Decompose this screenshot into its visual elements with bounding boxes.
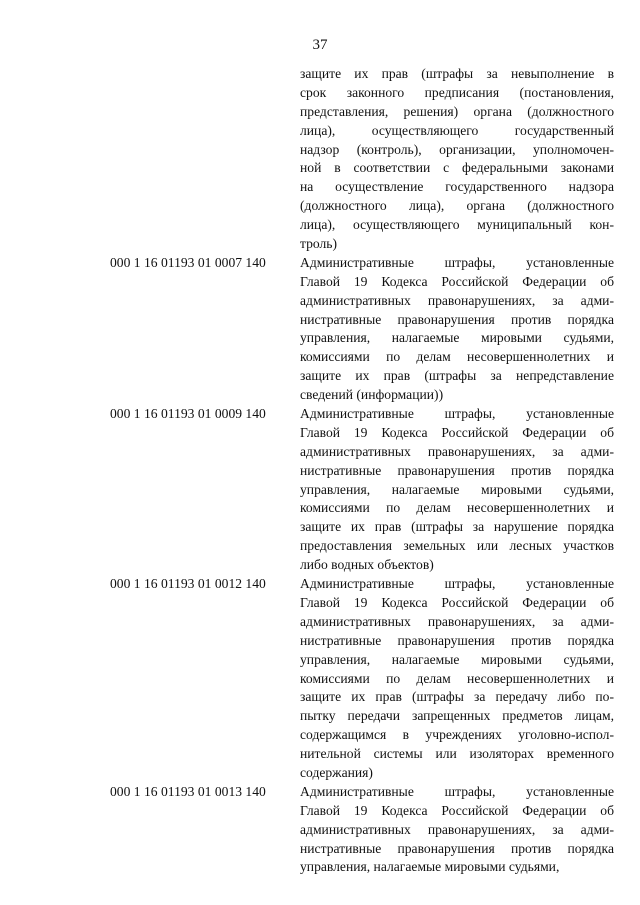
income-description [300, 575, 614, 783]
description-line: комиссиями по делам несовершеннолетних и [300, 500, 614, 516]
table-row [0, 254, 640, 405]
description-line: защите их прав (штрафы за непредставление [300, 368, 614, 384]
description-line: на осуществление государственного надзора [300, 179, 614, 195]
table-row [0, 65, 640, 254]
income-description [300, 65, 614, 254]
description-line: административных правонарушениях, за адми- [300, 821, 614, 837]
page-number: 37 [312, 37, 328, 53]
income-description [300, 783, 614, 877]
description-line: административных правонарушениях, за адми- [300, 443, 614, 459]
description-line: ной в соответствии с федеральными законами [300, 160, 614, 176]
description-line: Административные штрафы, установленные [300, 406, 614, 422]
income-description [300, 405, 614, 575]
description-line: предоставления земельных или лесных участков [300, 538, 614, 554]
description-line: содержащимся в учреждениях уголовно-испол- [300, 727, 614, 743]
description-line: управления, налагаемые мировыми судьями, [300, 651, 614, 667]
budget-classification-code: 000 1 16 01193 01 0009 140 [110, 406, 266, 422]
description-line: административных правонарушениях, за адми- [300, 613, 614, 629]
income-description [300, 254, 614, 405]
description-line: представления, решения) органа (должностного [300, 103, 614, 119]
description-line: лица), осуществляющего муниципальный кон- [300, 217, 614, 233]
description-line: Административные штрафы, установленные [300, 783, 614, 799]
classification-table [0, 65, 640, 877]
description-line: защите их прав (штрафы за нарушение порядка [300, 519, 614, 535]
description-line: Главой 19 Кодекса Российской Федерации об [300, 273, 614, 289]
description-line: срок законного предписания (постановления, [300, 84, 614, 100]
description-line: (должностного лица), органа (должностного [300, 198, 614, 214]
description-line: либо водных объектов) [300, 557, 434, 573]
description-line: нистративные правонарушения против порядка [300, 632, 614, 648]
description-line: пытку передачи запрещенных предметов лицам, [300, 708, 614, 724]
table-row [0, 405, 640, 575]
description-line: комиссиями по делам несовершеннолетних и [300, 670, 614, 686]
description-line: защите их прав (штрафы за невыполнение в [300, 66, 614, 81]
description-line: нистративные правонарушения против порядка [300, 840, 614, 856]
budget-classification-code: 000 1 16 01193 01 0007 140 [110, 254, 266, 270]
description-line: Главой 19 Кодекса Российской Федерации об [300, 802, 614, 818]
description-line: троль) [300, 236, 338, 252]
table-row [0, 783, 640, 877]
table-row [0, 575, 640, 783]
description-line: комиссиями по делам несовершеннолетних и [300, 349, 614, 365]
description-line: административных правонарушениях, за адми- [300, 292, 614, 308]
description-line: управления, налагаемые мировыми судьями, [300, 859, 560, 875]
description-line: Административные штрафы, установленные [300, 254, 614, 270]
description-line: нистративные правонарушения против порядка [300, 462, 614, 478]
description-line: нительной системы или изоляторах временного [300, 746, 614, 762]
description-line: сведений (информации)) [300, 387, 444, 403]
budget-classification-code: 000 1 16 01193 01 0013 140 [110, 783, 266, 799]
description-line: Административные штрафы, установленные [300, 576, 614, 592]
description-line: защите их прав (штрафы за передачу либо по- [300, 689, 614, 705]
description-line: Главой 19 Кодекса Российской Федерации об [300, 424, 614, 440]
budget-classification-code: 000 1 16 01193 01 0012 140 [110, 576, 266, 592]
description-line: Главой 19 Кодекса Российской Федерации об [300, 594, 614, 610]
description-line: управления, налагаемые мировыми судьями, [300, 481, 614, 497]
description-line: нистративные правонарушения против порядка [300, 311, 614, 327]
description-line: содержания) [300, 764, 373, 780]
description-line: надзор (контроль), организации, уполномочен- [300, 141, 614, 157]
description-line: управления, налагаемые мировыми судьями, [300, 330, 614, 346]
description-line: лица), осуществляющего государственный [300, 122, 614, 138]
